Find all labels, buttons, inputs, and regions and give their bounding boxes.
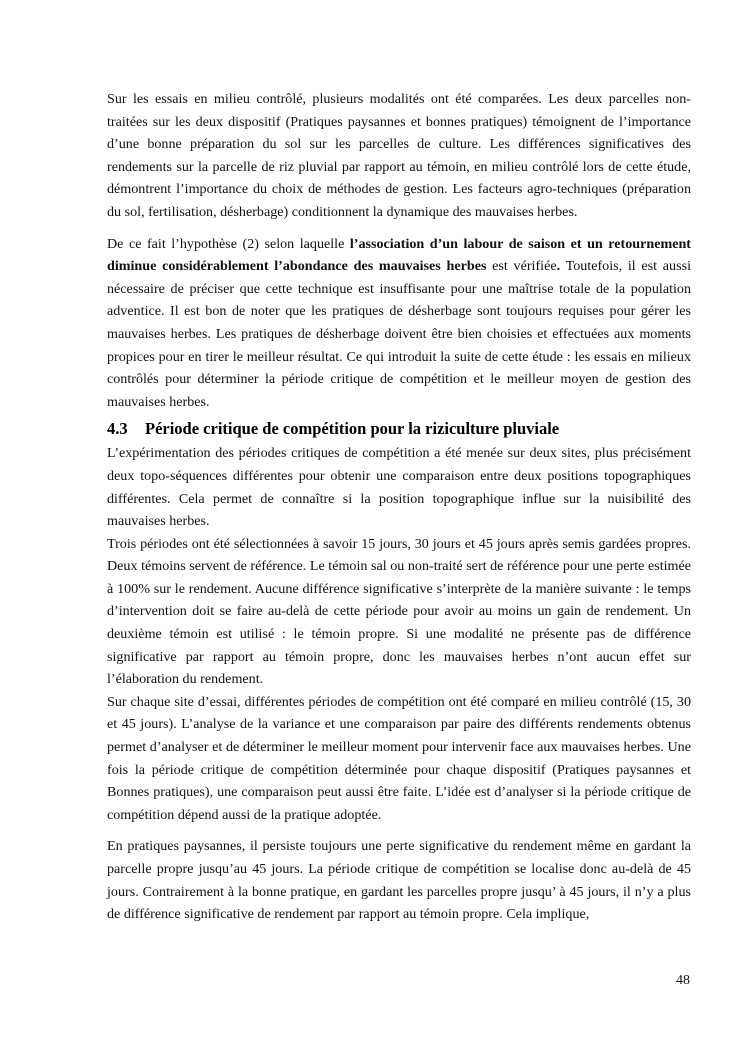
hypothesis-statement: l’association d’un labour de saison et un retournement diminue considérablement l’abondance des mauvaises herbes xyxy=(107,235,691,275)
page-number: 48 xyxy=(676,973,690,988)
hypothesis-period: . xyxy=(556,258,561,275)
paragraph-periods: Trois périodes ont été sélectionnées à savoir 15 jours, 30 jours et 45 jours après semis gardées propres. Deux témoins servent de référence. Le témoin sal ou non-traité sert de référence pour une perte estimée à 100% sur le rendement. Aucune différence significative s’interprète de la manière suivante : le temps d’intervention doit se faire au-delà de cette période pour avoir au moins un gain de rendement. Un deuxième témoin est utilisé : le témoin propre. Si une modalité ne présente pas de différence significative par rapport au témoin propre, donc les mauvaises herbes n’ont aucun effet sur l’élaboration du rendement. xyxy=(107,535,691,688)
hypothesis-intro: De ce fait l’hypothèse (2) selon laquelle xyxy=(107,235,350,252)
section-heading xyxy=(107,416,691,442)
paragraph-analysis: Sur chaque site d’essai, différentes périodes de compétition ont été comparé en milieu contrôlé (15, 30 et 45 jours). L’analyse de la variance et une comparaison par paire des différents rendements obtenus permet d’analyser et de déterminer le meilleur moment pour intervenir face aux mauvaises herbes. Une fois la période critique de compétition déterminée pour chaque dispositif (Pratiques paysannes et Bonnes pratiques), une comparaison peut aussi être faite. L’idée est d’analyser si la période critique de compétition dépend aussi de la pratique adoptée. xyxy=(107,693,691,823)
section-number: 4.3 xyxy=(107,419,128,439)
paragraph-farmer-practices: En pratiques paysannes, il persiste toujours une perte significative du rendement même en gardant la parcelle propre jusqu’au 45 jours. La période critique de compétition se localise donc au-delà de 45 jours. Contrairement à la bonne pratique, en gardant les parcelles propre jusqu’ à 45 jours, il n’y a plus de différence significative de rendement par rapport au témoin propre. Cela implique, xyxy=(107,838,691,923)
paragraph-hypothesis xyxy=(107,233,691,414)
paragraph-controlled-trials: Sur les essais en milieu contrôlé, plusieurs modalités ont été comparées. Les deux parcelles non-traitées sur les deux dispositif (Pratiques paysannes et bonnes pratiques) témoignent de l’importance d’une bonne préparation du sol sur les parcelles de culture. Les différences significatives des rendements sur la parcelle de riz pluvial par rapport au témoin, en milieu contrôlé lors de cette étude, démontrent l’importance du choix de méthodes de gestion. Les facteurs agro-techniques (préparation du sol, fertilisation, désherbage) conditionnent la dynamique des mauvaises herbes. xyxy=(107,91,691,220)
hypothesis-verdict: est vérifiée xyxy=(486,258,557,275)
section-title: Période critique de compétition pour la riziculture pluviale xyxy=(145,419,560,439)
document-body xyxy=(107,88,691,926)
paragraph-experiment-sites: L’expérimentation des périodes critiques de compétition a été menée sur deux sites, plus précisément deux topo-séquences différentes pour obtenir une comparaison entre deux positions topographiques différentes. Cela permet de connaître si la position topographique influe sur la nuisibilité des mauvaises herbes. xyxy=(107,445,691,530)
hypothesis-continuation: Toutefois, il est aussi nécessaire de préciser que cette technique est insuffisante pour une maîtrise totale de la population adventice. Il est bon de noter que les pratiques de désherbage sont toujours requises pour gérer les mauvaises herbes. Les pratiques de désherbage doivent être bien choisies et effectuées aux moments propices pour en tirer le meilleur résultat. Ce qui introduit la suite de cette étude : les essais en milieux contrôlés pour déterminer la période critique de compétition et le meilleur moyen de gestion des mauvaises herbes. xyxy=(107,258,691,410)
